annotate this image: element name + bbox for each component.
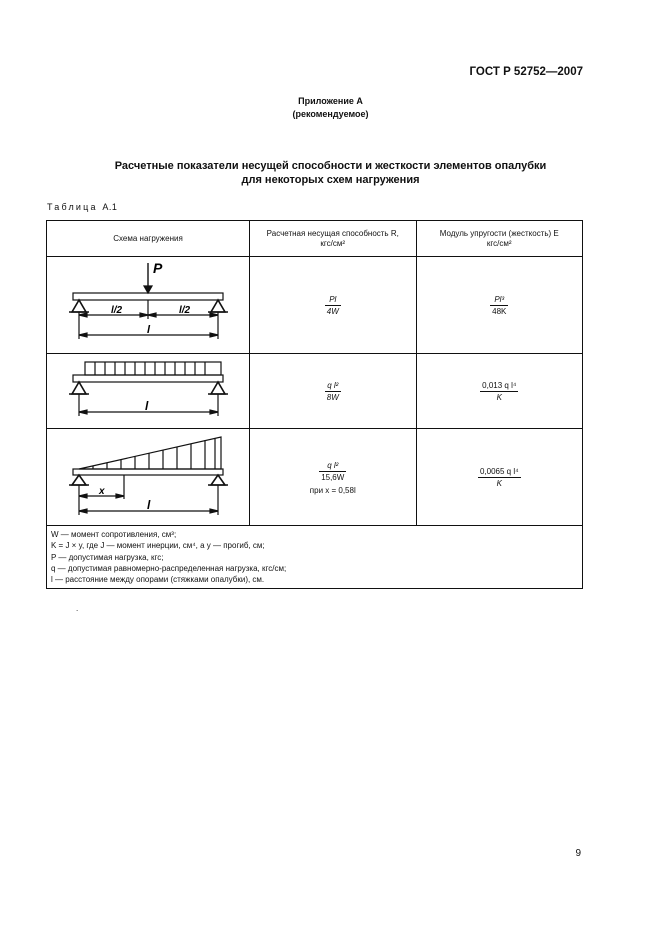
- table-row: [47, 429, 583, 526]
- modulus-formula: $\frac{\text{0,0065 q l⁴}}{K}$: [479, 466, 519, 488]
- page-number: 9: [575, 848, 581, 859]
- note-line: q — допустимая равномерно-распределенная нагрузка, кгс/см;: [51, 563, 287, 573]
- point-load-diagram: [47, 257, 249, 351]
- half-span-left-label: l/2: [111, 305, 123, 316]
- notes-row: [47, 526, 583, 589]
- note-line: W — момент сопротивления, см³;: [51, 530, 177, 539]
- standard-number: ГОСТ Р 52752—2007: [469, 66, 583, 78]
- table-label-number: А.1: [102, 202, 118, 212]
- loading-schemes-table: [46, 220, 583, 589]
- header-capacity: Расчетная несущая способность R, кгс/см²: [250, 221, 417, 257]
- table-label-prefix: Таблица: [47, 202, 98, 212]
- stray-mark: .: [76, 604, 79, 613]
- force-label: P: [153, 260, 163, 276]
- note-line: K = J × y, где J — момент инерции, см⁴, а y — прогиб, см;: [51, 541, 265, 551]
- page-title-line-2: для некоторых схем нагружения: [241, 174, 420, 186]
- modulus-formula: $\frac{\text{0,013 q l⁴}}{K}$: [482, 380, 517, 402]
- table-row: [47, 354, 583, 429]
- capacity-formula: $\frac{Pl}{4W}$: [326, 294, 339, 316]
- capacity-formula: $\frac{\text{q l²}}{8W}$: [326, 380, 339, 402]
- table-notes: [47, 526, 583, 589]
- capacity-formula: $\frac{\text{q l²}}{15,6W}$: [321, 460, 345, 482]
- scheme-uniform-load: [47, 354, 250, 429]
- modulus-cell: [416, 354, 583, 429]
- scheme-point-load: [47, 257, 250, 354]
- span-label: l: [145, 399, 149, 413]
- table-header-row: [47, 221, 583, 257]
- modulus-formula: $\frac{\text{Pl³}}{48K}$: [492, 294, 507, 316]
- span-label: l: [147, 498, 151, 512]
- appendix-subtitle: (рекомендуемое): [292, 109, 369, 119]
- page-title-line-1: Расчетные показатели несущей способности и жесткости элементов опалубки: [114, 160, 547, 172]
- table-row: [47, 257, 583, 354]
- span-label: l: [147, 324, 151, 336]
- modulus-cell: [416, 257, 583, 354]
- scheme-triangular-load: [47, 429, 250, 526]
- half-span-right-label: l/2: [179, 305, 191, 316]
- table-label: [47, 202, 117, 212]
- capacity-cell: [250, 429, 417, 526]
- uniform-load-diagram: [47, 354, 249, 426]
- capacity-cell: [250, 257, 417, 354]
- triangular-load-diagram: [47, 429, 249, 523]
- header-scheme: Схема нагружения: [47, 221, 250, 257]
- x-label: x: [99, 486, 105, 497]
- condition-text: при x = 0,58l: [309, 485, 356, 495]
- capacity-cell: [250, 354, 417, 429]
- note-line: l — расстояние между опорами (стяжками опалубки), см.: [51, 575, 265, 585]
- appendix-title: Приложение А: [298, 96, 363, 106]
- note-line: P — допустимая нагрузка, кгс;: [51, 552, 164, 562]
- header-modulus: Модуль упругости (жесткость) Е кгс/см²: [416, 221, 583, 257]
- modulus-cell: [416, 429, 583, 526]
